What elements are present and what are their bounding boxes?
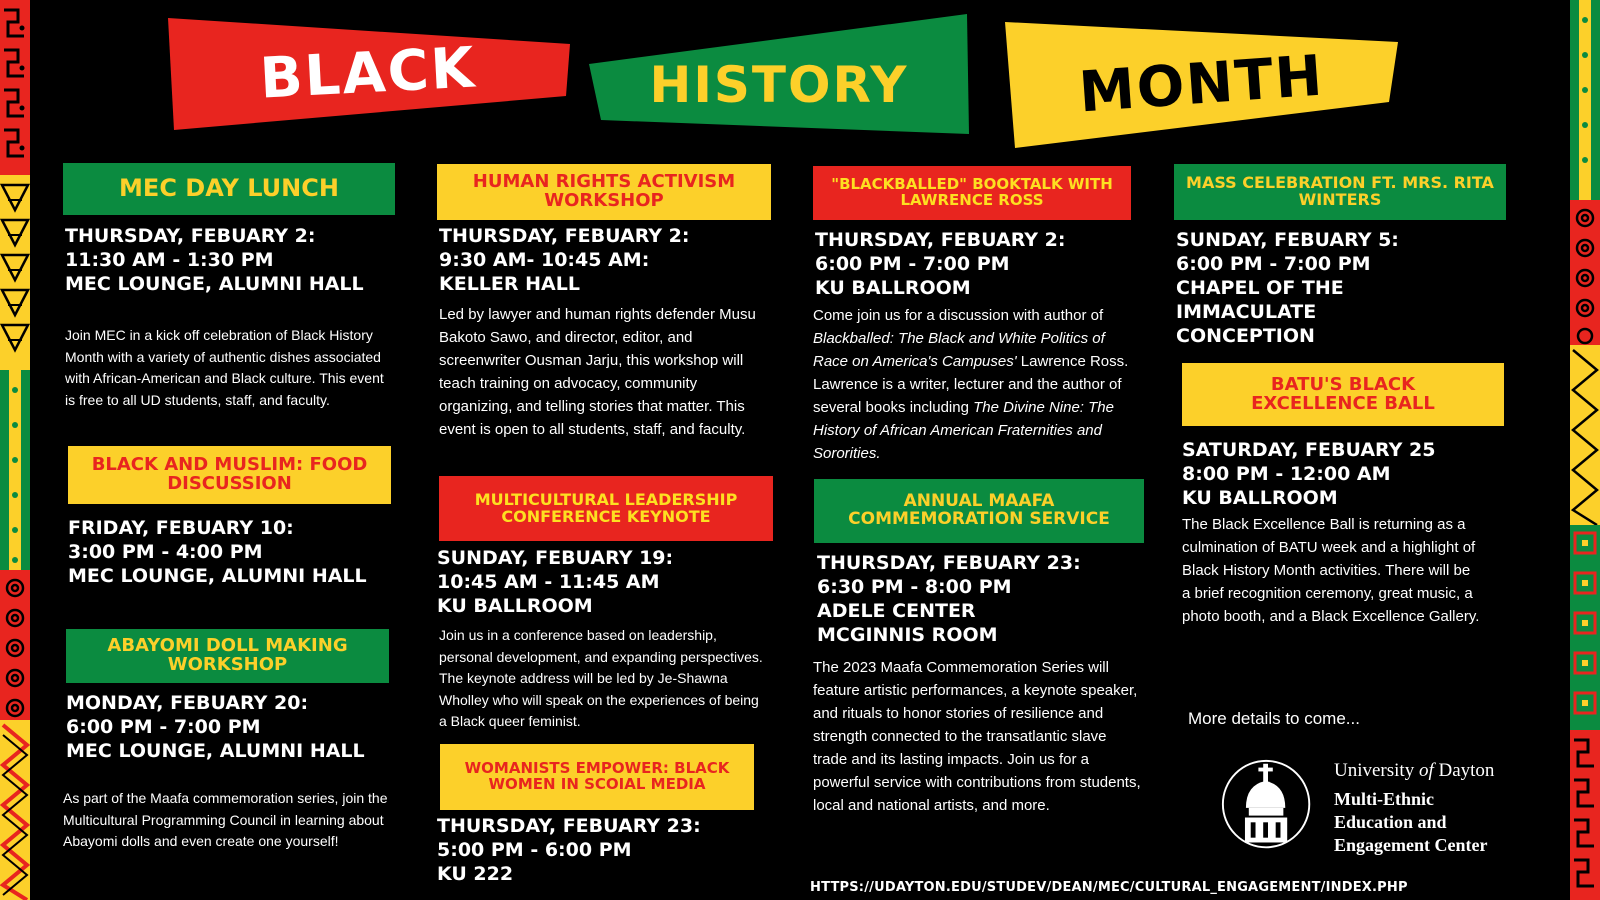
event-url[interactable]: HTTPS://UDAYTON.EDU/STUDEV/DEAN/MEC/CULTURAL_ENGAGEMENT/INDEX.PHP: [810, 880, 1408, 895]
university-seal-logo: [1220, 758, 1316, 854]
title-word-month: MONTH: [1076, 43, 1327, 125]
spiral-pattern: [0, 570, 30, 720]
triangle-pattern: [0, 175, 30, 370]
event-header: ABAYOMI DOLL MAKING WORKSHOP: [66, 629, 389, 683]
event-description: Join us in a conference based on leadership, personal development, and expanding perspectives. The keynote address will be led by Je-Shawna Wholley who will speak on the experiences of being a Black queer feminist.: [439, 627, 763, 729]
event-details: THURSDAY, FEBUARY 2: 11:30 AM - 1:30 PM MEC LOUNGE, ALUMNI HALL: [65, 225, 364, 295]
event-header: ANNUAL MAAFA COMMEMORATION SERVICE: [814, 479, 1144, 543]
zigzag-pattern: [1570, 730, 1600, 900]
event-details: SUNDAY, FEBUARY 5: 6:00 PM - 7:00 PM CHAPEL OF THE IMMACULATE CONCEPTION: [1176, 229, 1399, 347]
dots-pattern: [1570, 0, 1600, 200]
title-word-black: BLACK: [258, 34, 478, 112]
event-description: Led by lawyer and human rights defender Musu Bakoto Sawo, and director, editor, and screenwriter Ousman Jarju, this workshop will teach training on advocacy, community organizing, and telling stories that matter. This event is open to all students, staff, and faculty.: [439, 306, 756, 438]
event-header: MEC DAY LUNCH: [63, 163, 395, 215]
event-details: SUNDAY, FEBUARY 19: 10:45 AM - 11:45 AM KU BALLROOM: [437, 547, 674, 617]
right-pattern-border: [1570, 0, 1600, 900]
event-description: The Black Excellence Ball is returning as a culmination of BATU week and a highlight of Black History Month activities. There will be a brief recognition ceremony, great music, a photo booth, and a Black Excellence Gallery.: [1182, 516, 1480, 625]
event-details: FRIDAY, FEBUARY 10: 3:00 PM - 4:00 PM MEC LOUNGE, ALUMNI HALL: [68, 517, 367, 587]
event-details: THURSDAY, FEBUARY 2: 9:30 AM- 10:45 AM: KELLER HALL: [439, 225, 690, 295]
zigzag-pattern: [1570, 345, 1600, 525]
org-name: University of Dayton Multi-Ethnic Education and Engagement Center: [1334, 760, 1495, 855]
zigzag-pattern: [0, 0, 30, 175]
event-header: WOMANISTS EMPOWER: BLACK WOMEN IN SCOIAL MEDIA: [440, 744, 754, 810]
event-details: MONDAY, FEBUARY 20: 6:00 PM - 7:00 PM MEC LOUNGE, ALUMNI HALL: [66, 692, 365, 762]
event-details: SATURDAY, FEBUARY 25 8:00 PM - 12:00 AM KU BALLROOM: [1182, 439, 1436, 509]
left-pattern-border: [0, 0, 30, 900]
event-details: THURSDAY, FEBUARY 23: 6:30 PM - 8:00 PM ADELE CENTER MCGINNIS ROOM: [817, 552, 1081, 646]
title-word-history: HISTORY: [649, 56, 909, 114]
event-header: HUMAN RIGHTS ACTIVISM WORKSHOP: [437, 164, 771, 220]
square-pattern: [1570, 525, 1600, 730]
university-name: University of Dayton: [1334, 760, 1495, 781]
event-header: BLACK AND MUSLIM: FOOD DISCUSSION: [68, 446, 391, 504]
event-description: The 2023 Maafa Commemoration Series will feature artistic performances, a keynote speaker, and rituals to honor stories of resilience and strength connected to the transatlantic slave trade and its lasting impacts. Join us for a powerful service with contributions from students, local and national artists, and more.: [813, 659, 1141, 814]
event-header: "BLACKBALLED" BOOKTALK WITH LAWRENCE ROSS: [813, 166, 1131, 220]
event-description: As part of the Maafa commemoration series, join the Multicultural Programming Council in learning about Abayomi dolls and even create one yourself!: [63, 790, 388, 849]
event-header: MULTICULTURAL LEADERSHIP CONFERENCE KEYNOTE: [439, 476, 773, 541]
zigzag-pattern: [0, 720, 30, 900]
dots-pattern: [0, 370, 30, 570]
event-details: THURSDAY, FEBUARY 2: 6:00 PM - 7:00 PM KU BALLROOM: [815, 229, 1066, 299]
event-description: Join MEC in a kick off celebration of Black History Month with a variety of authentic dishes associated with African-American and Black culture. This event is free to all UD students, staff, and faculty.: [65, 327, 384, 408]
event-header: BATU'S BLACK EXCELLENCE BALL: [1182, 363, 1504, 426]
event-header: MASS CELEBRATION FT. MRS. RITA WINTERS: [1174, 164, 1506, 220]
spiral-pattern: [1570, 200, 1600, 345]
event-details: THURSDAY, FEBUARY 23: 5:00 PM - 6:00 PM KU 222: [437, 815, 701, 885]
more-details-note: More details to come...: [1188, 709, 1360, 728]
event-description: Come join us for a discussion with author of Blackballed: The Black and White Politics of Race on America's Campuses' Lawrence Ross. Lawrence is a writer, lecturer and the author of several books including The Divine Nine: The History of African American Fraternities and Sororities.: [813, 307, 1129, 462]
